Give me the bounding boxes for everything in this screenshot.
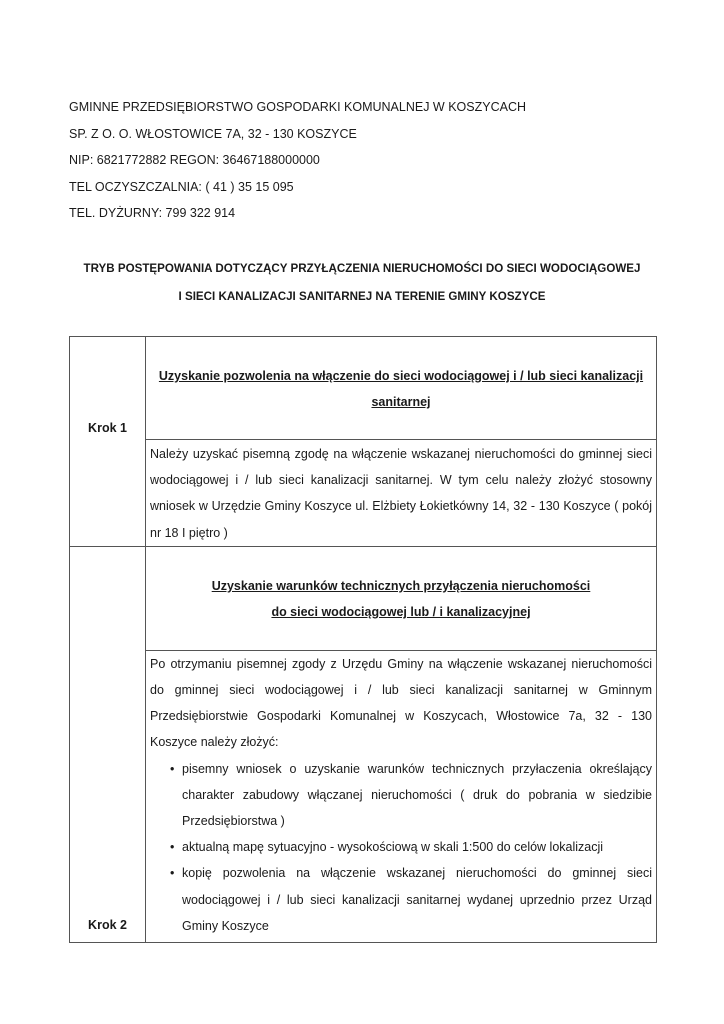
company-phone-treatment-plant: TEL OCZYSZCZALNIA: ( 41 ) 35 15 095 bbox=[69, 179, 294, 194]
bullet-icon: • bbox=[170, 761, 175, 776]
document-title bbox=[40, 255, 684, 311]
step-2-heading-line-2: do sieci wodociągowej lub / i kanalizacyjnej bbox=[271, 604, 531, 619]
list-item-text: pisemny wniosek o uzyskanie warunków technicznych przyłaczenia określający charakter zabudowy włączanej nieruchomości ( druk do pobrania w siedzibie Przedsiębiorstwa ) bbox=[182, 761, 652, 829]
step-1-label: Krok 1 bbox=[88, 421, 127, 435]
step-1-label-cell bbox=[70, 337, 146, 547]
document-title-line-1: TRYB POSTĘPOWANIA DOTYCZĄCY PRZYŁĄCZENIA NIERUCHOMOŚCI DO SIECI WODOCIĄGOWEJ bbox=[83, 262, 641, 275]
step-1-heading-text: Uzyskanie pozwolenia na włączenie do sieci wodociągowej i / lub sieci kanalizacji sanitarnej bbox=[158, 369, 644, 409]
bullet-icon: • bbox=[170, 866, 175, 881]
step-2-heading-line-1: Uzyskanie warunków technicznych przyłączenia nieruchomości bbox=[211, 578, 591, 593]
list-item-text: aktualną mapę sytuacyjno - wysokościową w skali 1:500 do celów lokalizacji bbox=[182, 840, 604, 855]
bullet-icon: • bbox=[170, 840, 175, 855]
step-2-heading-row bbox=[70, 546, 657, 650]
step-1-body bbox=[146, 440, 657, 547]
company-phone-duty: TEL. DYŻURNY: 799 322 914 bbox=[69, 206, 236, 220]
step-2-label-cell bbox=[70, 546, 146, 942]
step-2-body-text: Po otrzymaniu pisemnej zgody z Urzędu Gminy na włączenie wskazanej nieruchomości do gminnej sieci wodociągowej i / lub sieci kanalizacji sanitarnej w Gminnym Przedsiębiorstwie Gospodarki Komunalnej w Koszycach, Włostowice 7a, 32 - 130 Koszyce należy złożyć: bbox=[150, 656, 652, 750]
step-1-body-text: Należy uzyskać pisemną zgodę na włączenie wskazanej nieruchomości do gminnej sieci wodociągowej i / lub sieci kanalizacji sanitarnej. W tym celu należy złożyć stosowny wniosek w Urzędzie Gminy Koszyce ul. Elżbiety Łokietkówny 14, 32 - 130 Koszyce ( pokój nr 18 I piętro ) bbox=[150, 447, 652, 540]
document-title-line-2: I SIECI KANALIZACJI SANITARNEJ NA TERENIE GMINY KOSZYCE bbox=[178, 290, 546, 303]
step-1-heading bbox=[146, 337, 657, 440]
company-tax-ids: NIP: 6821772882 REGON: 36467188000000 bbox=[69, 153, 320, 167]
list-item bbox=[150, 860, 652, 939]
list-item bbox=[150, 756, 652, 835]
company-header bbox=[69, 94, 526, 227]
list-item-text: kopię pozwolenia na włączenie wskazanej nieruchomości do gminnej sieci wodociągowej i / lub sieci kanalizacji sanitarnej wydanej uprzednio przez Urząd Gminy Koszyce bbox=[182, 866, 652, 933]
step-2-label: Krok 2 bbox=[88, 917, 127, 932]
step-2-body bbox=[146, 650, 657, 942]
company-name: GMINNE PRZEDSIĘBIORSTWO GOSPODARKI KOMUNALNEJ W KOSZYCACH bbox=[69, 100, 526, 114]
list-item bbox=[150, 834, 652, 860]
company-address: SP. Z O. O. WŁOSTOWICE 7A, 32 - 130 KOSZYCE bbox=[69, 126, 357, 141]
step-2-body-row bbox=[70, 650, 657, 942]
step-2-heading bbox=[146, 546, 657, 650]
procedure-steps-table bbox=[69, 336, 657, 943]
step-1-body-row bbox=[70, 440, 657, 547]
step-2-requirements-list bbox=[150, 756, 652, 939]
step-1-heading-row bbox=[70, 337, 657, 440]
